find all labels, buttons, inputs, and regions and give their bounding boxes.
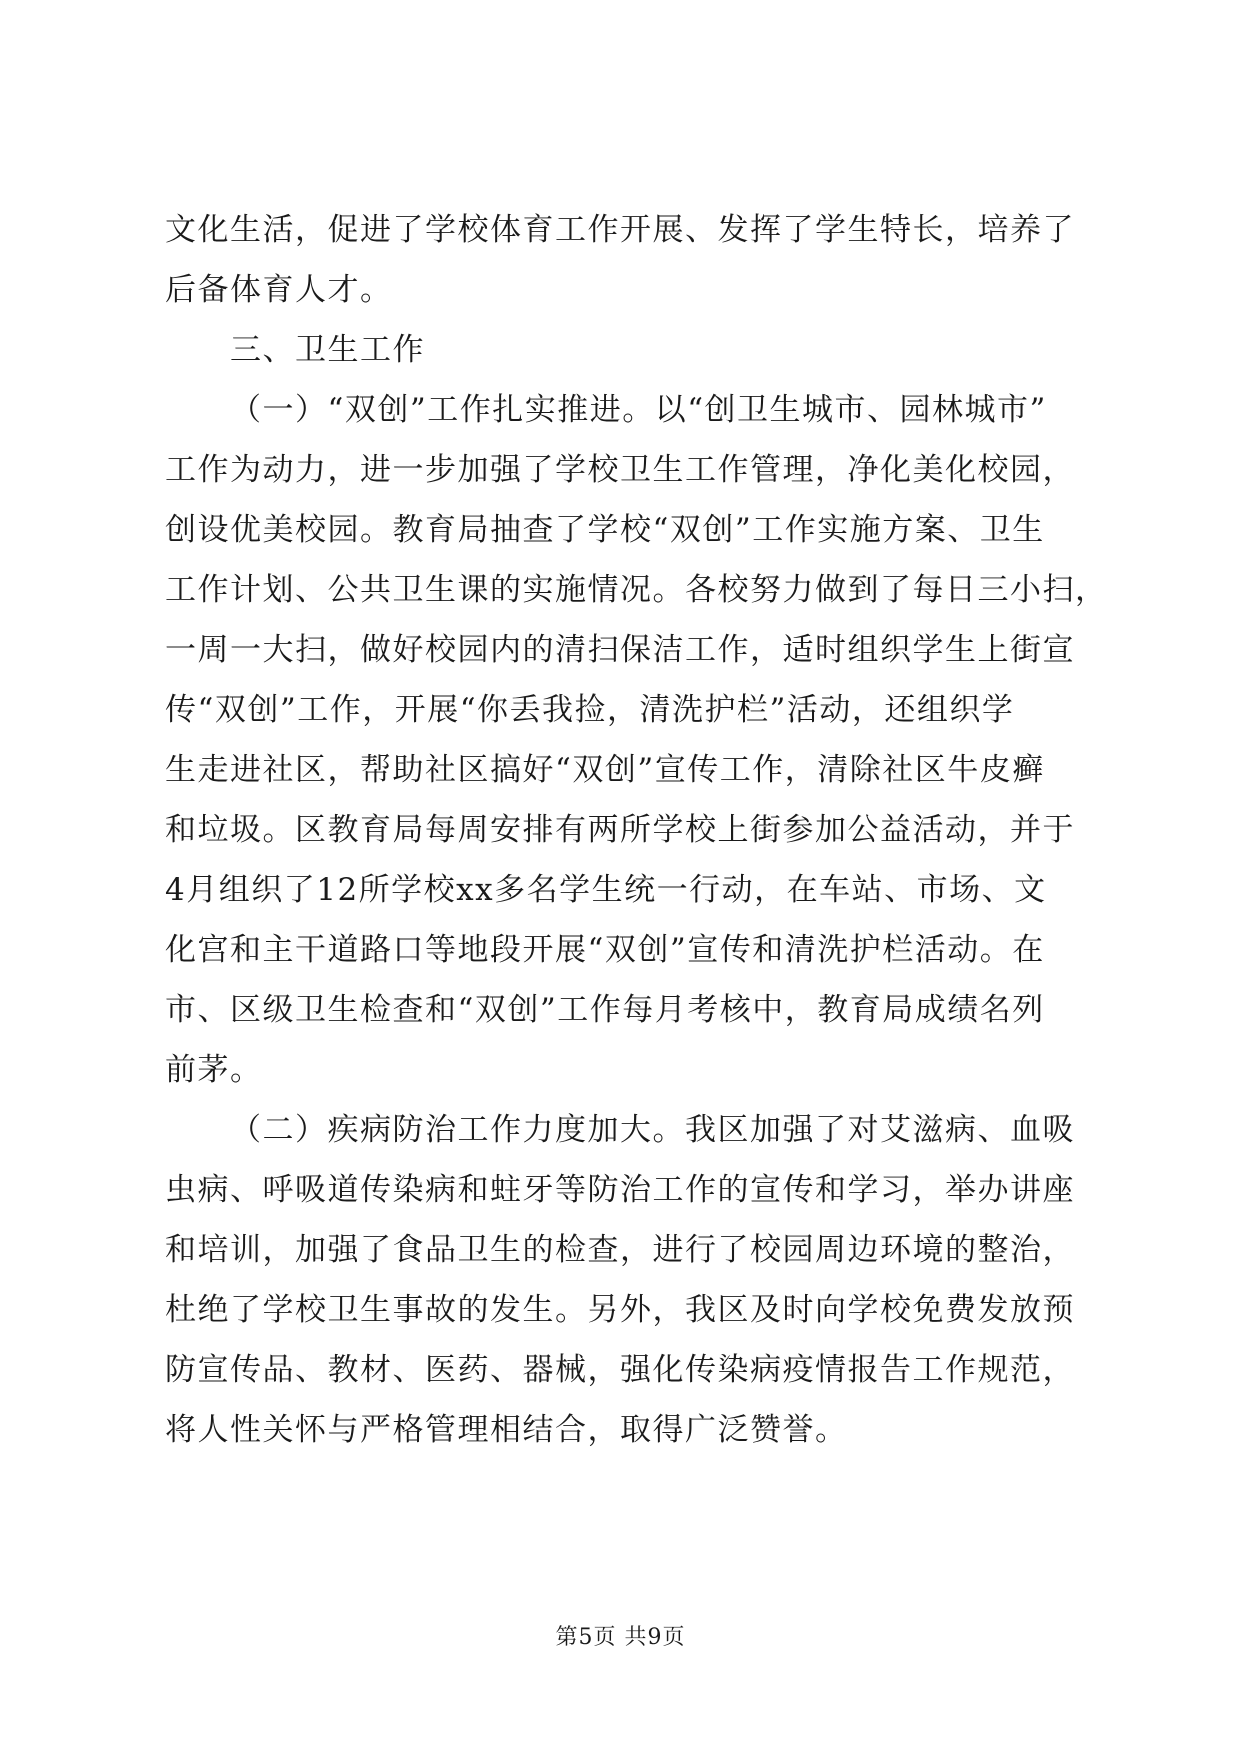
- paragraph-line: 工作为动力，进一步加强了学校卫生工作管理，净化美化校园，: [165, 452, 1075, 488]
- paragraph-line: 防宣传品、教材、医药、器械，强化传染病疫情报告工作规范，: [165, 1352, 1075, 1388]
- paragraph-line: 市、区级卫生检查和“双创”工作每月考核中，教育局成绩名列: [165, 992, 1045, 1028]
- paragraph-line: 生走进社区，帮助社区搞好“双创”宣传工作，清除社区牛皮癣: [165, 752, 1045, 788]
- paragraph-line: 和垃圾。区教育局每周安排有两所学校上街参加公益活动，并于: [165, 812, 1075, 848]
- paragraph-line: 虫病、呼吸道传染病和蛀牙等防治工作的宣传和学习，举办讲座: [165, 1172, 1075, 1208]
- paragraph-line: 后备体育人才。: [165, 272, 393, 308]
- paragraph-line: 化宫和主干道路口等地段开展“双创”宣传和清洗护栏活动。在: [165, 932, 1045, 968]
- paragraph-line: 传“双创”工作，开展“你丢我捡，清洗护栏”活动，还组织学: [165, 692, 1015, 728]
- paragraph-line: 杜绝了学校卫生事故的发生。另外，我区及时向学校免费发放预: [165, 1292, 1075, 1328]
- paragraph-line: 文化生活，促进了学校体育工作开展、发挥了学生特长，培养了: [165, 212, 1075, 248]
- page-footer: 第5页 共9页: [555, 1625, 686, 1650]
- paragraph-line: 和培训，加强了食品卫生的检查，进行了校园周边环境的整治，: [165, 1232, 1075, 1268]
- subsection-heading-line: （二）疾病防治工作力度加大。我区加强了对艾滋病、血吸: [230, 1112, 1075, 1148]
- section-heading: 三、卫生工作: [230, 332, 425, 368]
- paragraph-line: 创设优美校园。教育局抽查了学校“双创”工作实施方案、卫生: [165, 512, 1045, 548]
- subsection-heading-line: （一）“双创”工作扎实推进。以“创卫生城市、园林城市”: [230, 392, 1047, 428]
- paragraph-line: 前茅。: [165, 1052, 263, 1088]
- paragraph-line: 将人性关怀与严格管理相结合，取得广泛赞誉。: [165, 1412, 848, 1448]
- paragraph-line: 工作计划、公共卫生课的实施情况。各校努力做到了每日三小扫，: [165, 572, 1108, 608]
- paragraph-line: 一周一大扫，做好校园内的清扫保洁工作，适时组织学生上街宣: [165, 632, 1075, 668]
- paragraph-line: 4月组织了12所学校xx多名学生统一行动，在车站、市场、文: [165, 872, 1047, 908]
